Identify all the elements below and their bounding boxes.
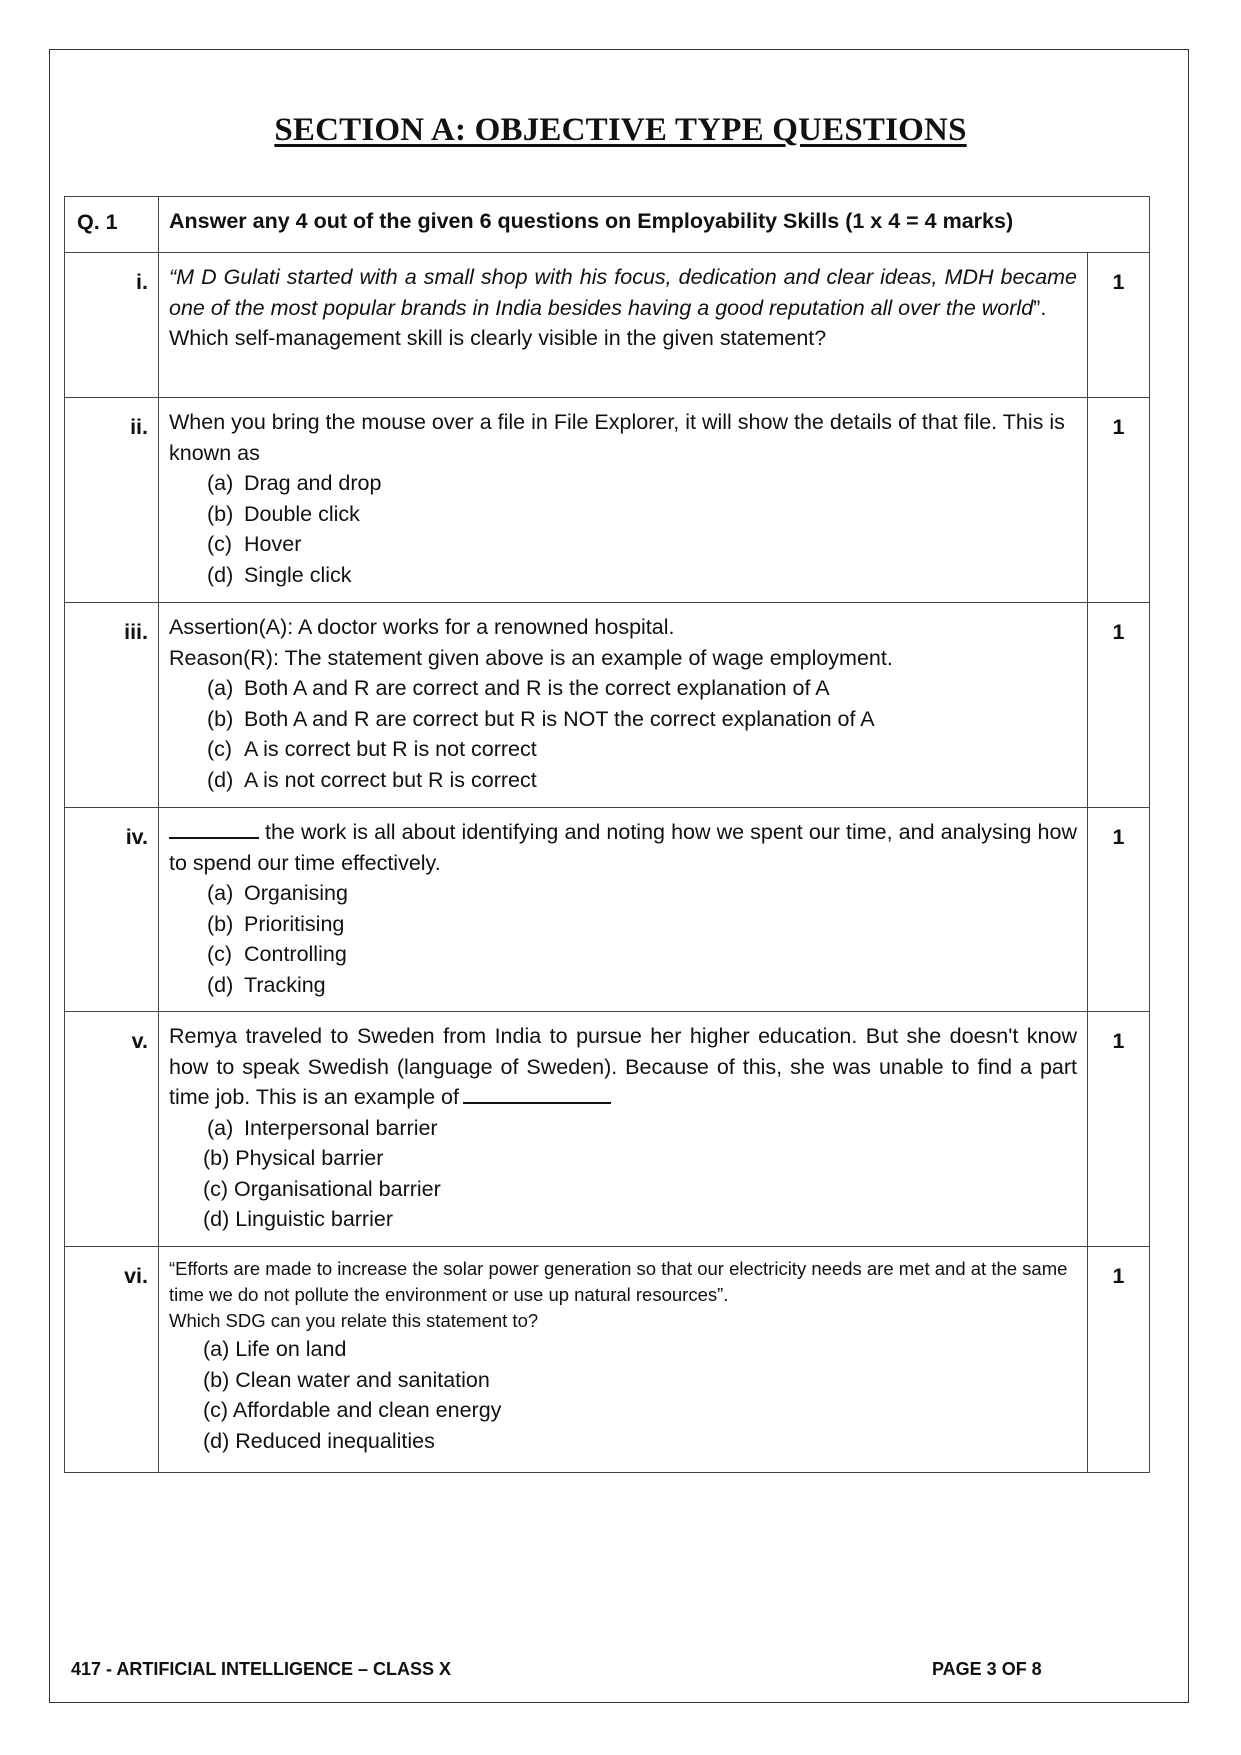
item-marks: 1 (1088, 398, 1150, 603)
option: (a) Drag and drop (207, 471, 382, 495)
question-number: Q. 1 (65, 197, 159, 253)
fill-blank (169, 819, 259, 839)
section-title: SECTION A: OBJECTIVE TYPE QUESTIONS (274, 112, 967, 148)
options-list (169, 878, 1077, 1000)
footer-page-number: PAGE 3 OF 8 (932, 1659, 1042, 1679)
question-statement: “Efforts are made to increase the solar power generation so that our electricity needs are met and at the same time we do not pollute the environment or use up natural resources”. (169, 1258, 1068, 1305)
option: (d) A is not correct but R is correct (207, 767, 537, 792)
option: (b) Double click (207, 501, 360, 526)
option: (a) Life on land (203, 1337, 347, 1361)
question-item (65, 1247, 1150, 1473)
options-list (169, 1113, 1077, 1235)
fill-blank (463, 1084, 611, 1104)
question-item (65, 1012, 1150, 1247)
item-number: iv. (65, 808, 159, 1012)
item-text (159, 1247, 1088, 1473)
option: (b) Both A and R are correct but R is NOT the correct explanation of A (207, 706, 875, 731)
option: (d) Reduced inequalities (203, 1428, 435, 1453)
option: (d) Single click (207, 562, 352, 587)
question-prompt: Which SDG can you relate this statement to? (169, 1310, 539, 1331)
option: (a) Organising (207, 881, 348, 905)
question-item (65, 808, 1150, 1012)
option: (d) Tracking (207, 972, 326, 997)
item-number: i. (65, 253, 159, 398)
footer-subject: 417 - ARTIFICIAL INTELLIGENCE – CLASS X (71, 1659, 452, 1679)
item-marks: 1 (1088, 1012, 1150, 1247)
question-instruction: Answer any 4 out of the given 6 questions on Employability Skills (1 x 4 = 4 marks) (159, 197, 1150, 253)
item-number: v. (65, 1012, 159, 1247)
option: (c) Hover (207, 532, 302, 556)
options-list (169, 673, 1077, 795)
item-text (159, 398, 1088, 603)
item-number: iii. (65, 603, 159, 808)
options-list (169, 1334, 1077, 1456)
quote-text: “M D Gulati started with a small shop with his focus, dedication and clear ideas, MDH became one of the most popular brands in India besides having a good reputation all over the world (169, 265, 1077, 320)
question-item (65, 398, 1150, 603)
assertion-line: Assertion(A): A doctor works for a renowned hospital. (169, 615, 675, 639)
option: (b) Clean water and sanitation (203, 1367, 490, 1392)
option: (a) Interpersonal barrier (207, 1115, 438, 1140)
item-number: ii. (65, 398, 159, 603)
reason-line: Reason(R): The statement given above is an example of wage employment. (169, 645, 893, 670)
item-marks: 1 (1088, 808, 1150, 1012)
option: (b) Physical barrier (203, 1146, 384, 1170)
option: (c) Controlling (207, 942, 347, 966)
item-text (159, 1012, 1088, 1247)
item-number: vi. (65, 1247, 159, 1473)
question-table (64, 196, 1150, 1473)
item-text (159, 603, 1088, 808)
question-prompt: Remya traveled to Sweden from India to pursue her higher education. But she doesn't know how to speak Swedish (language of Sweden). Because of this, she was unable to find a part time job. This is an example of (169, 1024, 1077, 1109)
item-marks: 1 (1088, 603, 1150, 808)
item-text (159, 253, 1088, 398)
option: (b) Prioritising (207, 911, 345, 936)
question-item (65, 603, 1150, 808)
options-list (169, 468, 1077, 590)
item-marks: 1 (1088, 1247, 1150, 1473)
question-prompt: When you bring the mouse over a file in File Explorer, it will show the details of that file. This is known as (169, 410, 1065, 465)
question-prompt: the work is all about identifying and noting how we spent our time, and analysing how to spend our time effectively. (169, 820, 1077, 875)
option: (d) Linguistic barrier (203, 1207, 393, 1231)
option: (c) Affordable and clean energy (203, 1398, 502, 1422)
option: (a) Both A and R are correct and R is the correct explanation of A (207, 676, 830, 700)
question-item (65, 253, 1150, 398)
question-header-row (65, 197, 1150, 253)
item-text (159, 808, 1088, 1012)
quote-end: ”. (1033, 295, 1047, 320)
item-marks: 1 (1088, 253, 1150, 398)
option: (c) Organisational barrier (203, 1176, 441, 1201)
question-prompt: Which self-management skill is clearly visible in the given statement? (169, 326, 827, 350)
option: (c) A is correct but R is not correct (207, 737, 537, 761)
